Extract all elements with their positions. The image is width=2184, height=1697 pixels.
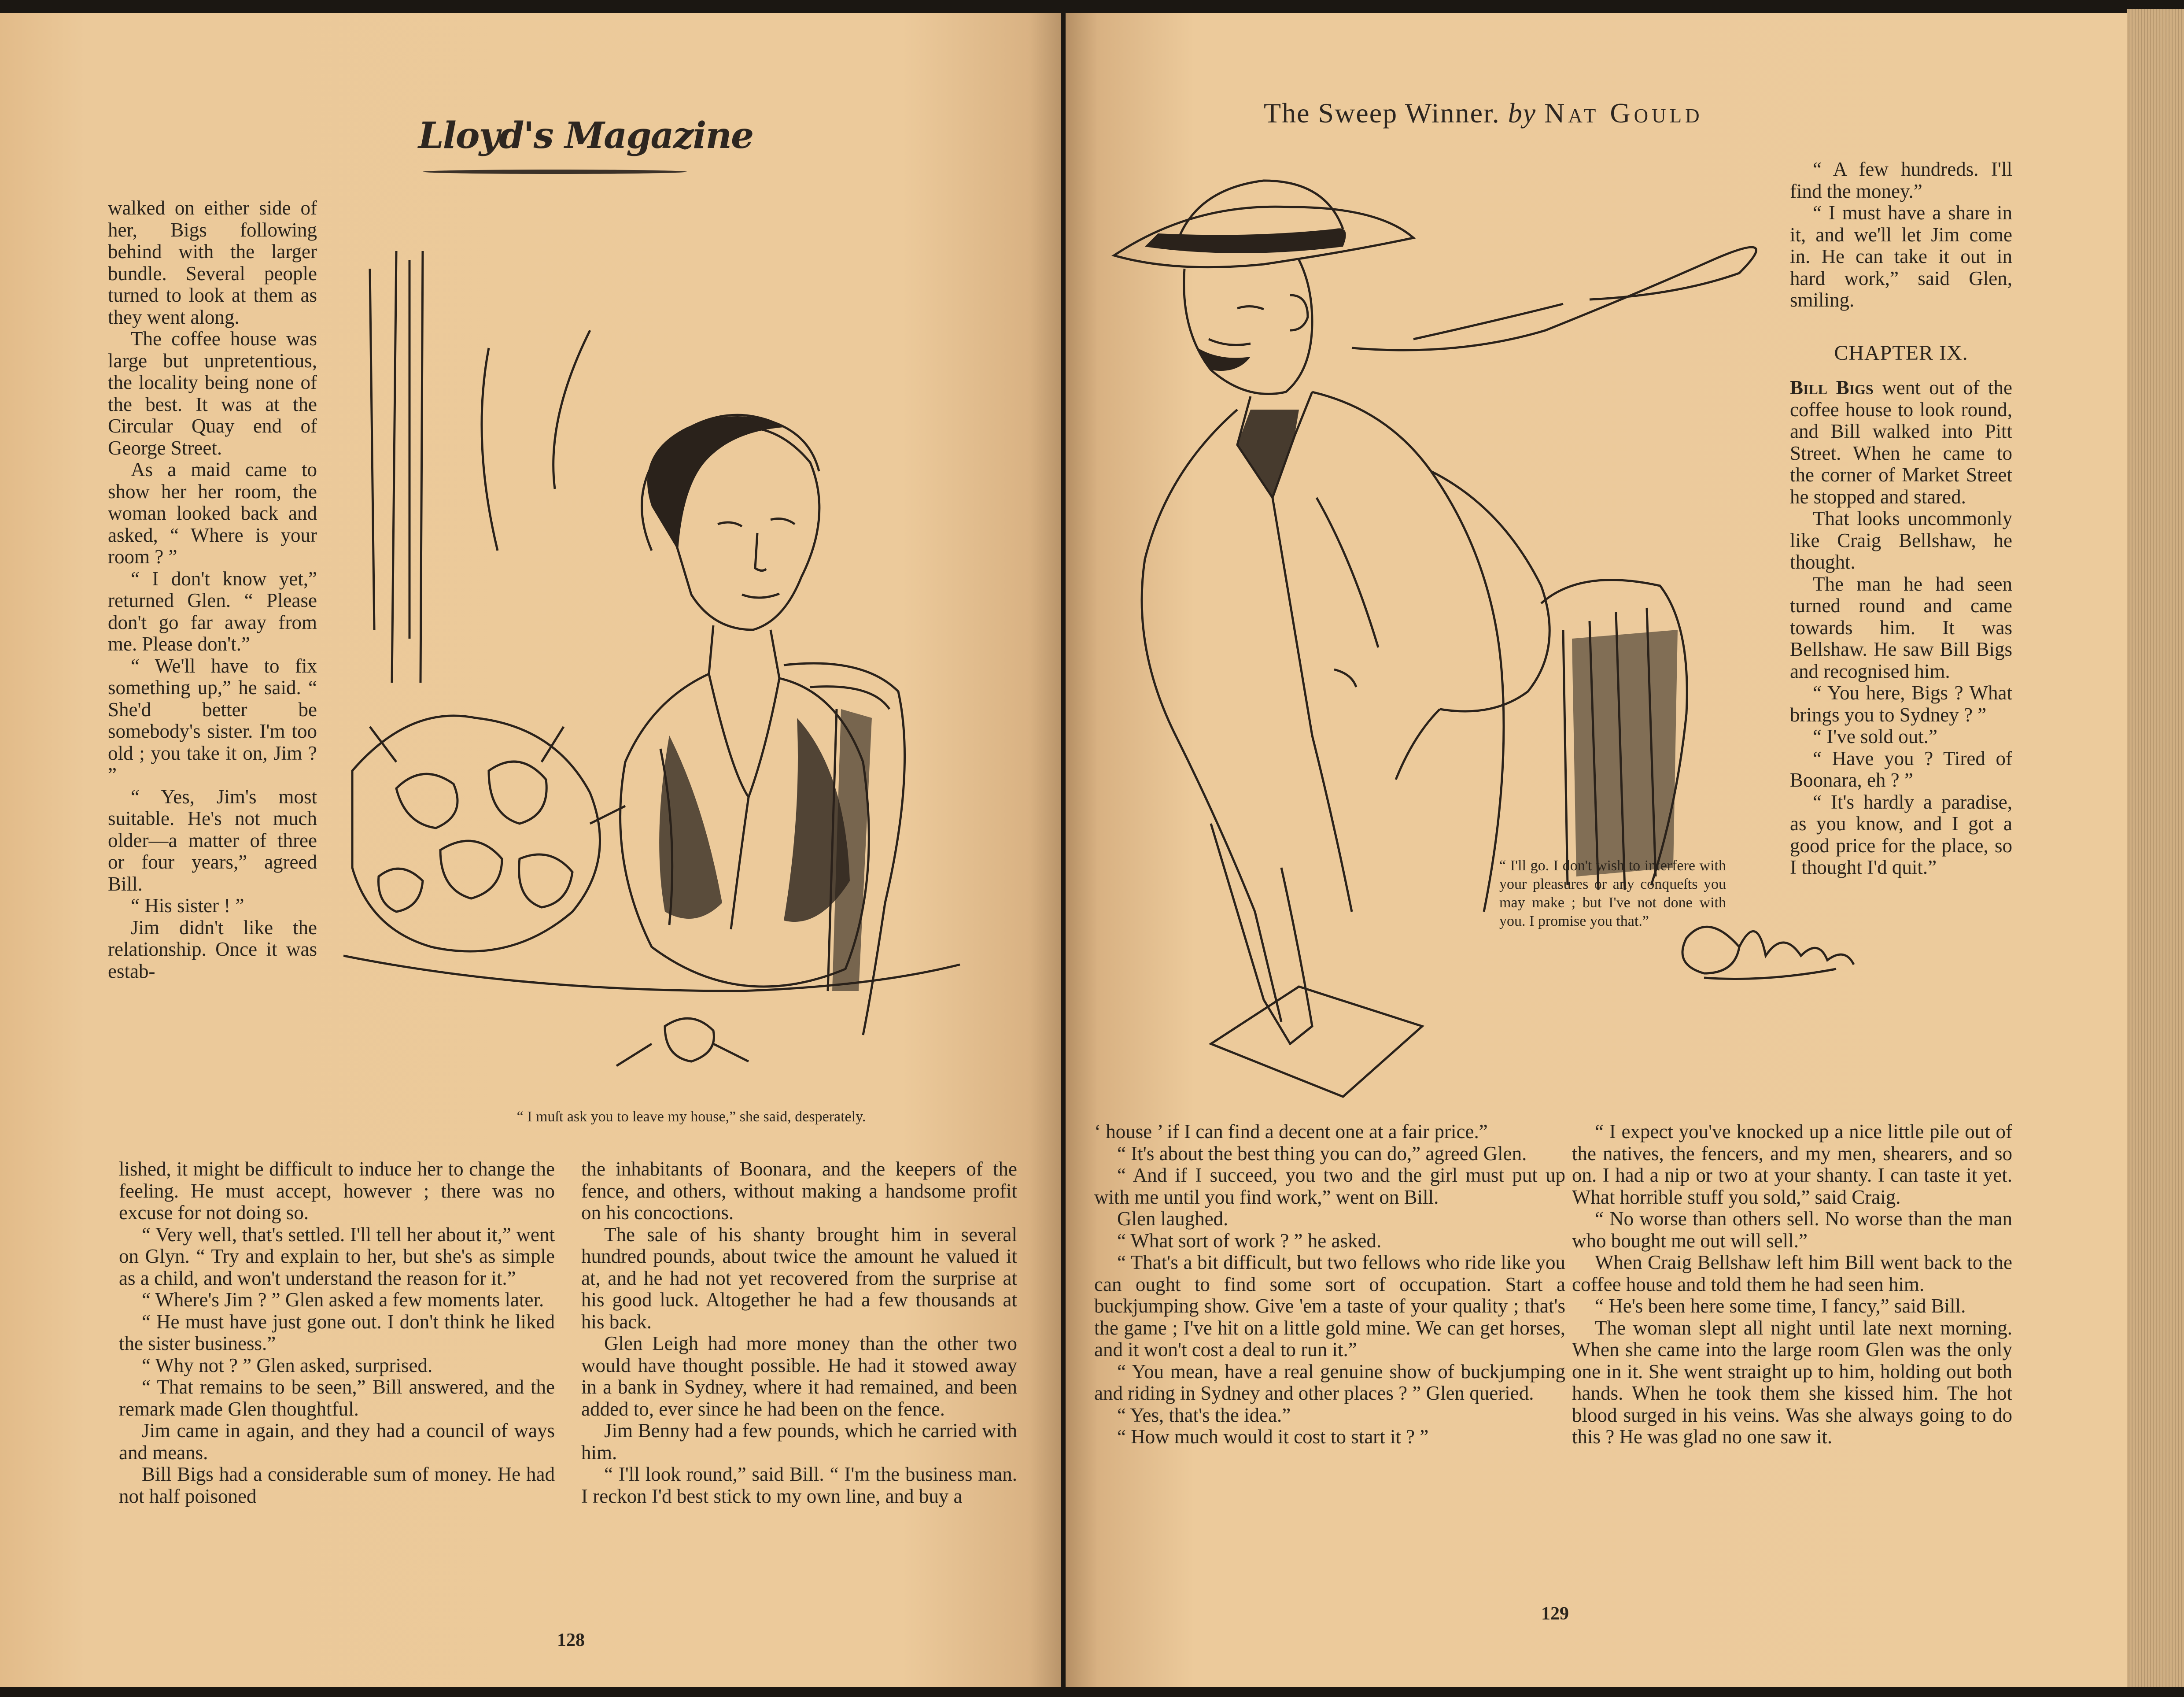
paragraph: That looks uncommonly like Craig Bellshaw, he thought.: [1790, 507, 2012, 573]
paragraph: “ Very well, that's settled. I'll tell her about it,” went on Glyn. “ Try and explain to her, but she's as simple as a child, and won't understand the reason for it.”: [119, 1223, 555, 1289]
paragraph: “ We'll have to fix something up,” he said. “ She'd better be somebody's sister. I'm too old ; you take it on, Jim ? ”: [108, 654, 317, 786]
paragraph: “ Have you ? Tired of Boonara, eh ? ”: [1790, 747, 2012, 791]
illustration-caption: “ I muſt ask you to leave my house,” she said, desperately.: [516, 1109, 866, 1125]
paragraph: “ Where's Jim ? ” Glen asked a few moments later.: [142, 1289, 544, 1311]
paragraph: “ I don't know yet,” returned Glen. “ Please don't go far away from me. Please don't.”: [108, 567, 317, 655]
left-page-column-1: [119, 1158, 555, 1507]
right-page-narrow-column: [1790, 159, 2012, 879]
paragraph: “ It's about the best thing you can do,” agreed Glen.: [1117, 1142, 1527, 1165]
magazine-masthead: Lloyd's Magazine: [418, 115, 753, 157]
paragraph: “ And if I succeed, you two and the girl must put up with me until you find work,” went on Bill.: [1094, 1164, 1565, 1208]
paragraph: “ His sister ! ”: [131, 895, 244, 917]
paragraph: “ Why not ? ” Glen asked, surprised.: [142, 1354, 433, 1376]
illustration-caption: “ I'll go. I don't wish to interfere with your pleasures or any conqueſts you may make ; but I've not done with you. I promise you that.”: [1499, 858, 1726, 929]
paragraph: ‘ house ’ if I can find a decent one at a fair price.”: [1094, 1120, 1488, 1142]
paragraph: walked on either side of her, Bigs following behind with the larger bundle. Several people turned to look at them as they went along.: [108, 197, 317, 328]
paragraph: “ How much would it cost to start it ? ”: [1117, 1426, 1429, 1448]
paragraph: Jim came in again, and they had a council of ways and means.: [119, 1420, 555, 1464]
paragraph: As a maid came to show her her room, the woman looked back and asked, “ Where is your room ? ”: [108, 458, 317, 568]
paragraph: The man he had seen turned round and came towards him. It was Bellshaw. He saw Bill Bigs and recognised him.: [1790, 573, 2012, 682]
paragraph: The woman slept all night until late next morning. When she came into the large room Glen was the only one in it. She went straight up to him, holding out both hands. When he took them she kissed him. The hot blood surged in his veins. Was she always going to do this ? He was glad no one saw it.: [1572, 1316, 2012, 1448]
paragraph: the inhabitants of Boonara, and the keepers of the fence, and others, without making a handsome profit on his concoctions.: [581, 1158, 1017, 1224]
running-head: [1264, 97, 1703, 129]
paragraph: “ You mean, have a real genuine show of buckjumping and riding in Sydney and other places ? ” Glen queried.: [1094, 1360, 1565, 1404]
paragraph: “ He's been here some time, I fancy,” said Bill.: [1595, 1295, 1966, 1317]
paragraph: Jim Benny had a few pounds, which he carried with him.: [581, 1420, 1017, 1464]
right-page: [1066, 13, 2140, 1687]
chapter-heading: CHAPTER IX.: [1834, 341, 1968, 365]
paragraph: “ Yes, that's the idea.”: [1117, 1404, 1291, 1426]
running-head-by: by: [1508, 97, 1537, 129]
chapter-opening-text: went out of the coffee house to look round, and Bill walked into Pitt Street. When he came to the corner of Market Street he stopped and stared.: [1790, 377, 2013, 508]
left-page-narrow-column: [108, 197, 317, 982]
paragraph: Jim didn't like the relationship. Once it was estab-: [108, 916, 317, 982]
paragraph: “ That remains to be seen,” Bill answered, and the remark made Glen thoughtful.: [119, 1376, 555, 1420]
left-page: [0, 13, 1061, 1687]
paragraph: Bill Bigs had a considerable sum of money. He had not half poisoned: [119, 1463, 555, 1507]
paragraph: The coffee house was large but unpretentious, the locality being none of the best. It was at the Circular Quay end of George Street.: [108, 328, 317, 459]
running-head-author: Nat Gould: [1544, 97, 1703, 129]
left-page-column-2: [581, 1158, 1017, 1507]
running-head-title: The Sweep Winner.: [1264, 97, 1500, 129]
paragraph: “ I've sold out.”: [1813, 725, 1938, 747]
masthead-underline: [423, 170, 687, 174]
paragraph: “ That's a bit difficult, but two fellows who ride like you can ought to find some sort of occupation. Start a buckjumping show. Give 'em a taste of your quality ; that's the game ; I've hit on a little gold mine. We can get horses, and it won't cost a deal to run it.”: [1094, 1251, 1565, 1361]
paragraph: “ No worse than others sell. No worse than the man who bought me out will sell.”: [1572, 1208, 2012, 1252]
page-number: 128: [557, 1630, 585, 1650]
paragraph: “ What sort of work ? ” he asked.: [1117, 1229, 1382, 1252]
right-page-column-2: [1572, 1121, 2012, 1448]
page-edges: [2127, 9, 2184, 1687]
paragraph: “ I expect you've knocked up a nice little pile out of the natives, the fencers, and my men, shearers, and so on. I had a nip or two at your shanty. I can taste it yet. What horrible stuff you sold,” said Craig.: [1572, 1120, 2012, 1208]
woman-with-roses-illustration: [343, 242, 1013, 1101]
paragraph: “ I must have a share in it, and we'll let Jim come in. He can take it out in hard work,” said Glen, smiling.: [1790, 202, 2012, 311]
paragraph: “ You here, Bigs ? What brings you to Sydney ? ”: [1790, 682, 2012, 726]
paragraph: The sale of his shanty brought him in several hundred pounds, about twice the amount he valued it at, and he had not yet recovered from the surprise at his good luck. Altogether he had a few thousands at his back.: [581, 1223, 1017, 1333]
paragraph: “ Yes, Jim's most suitable. He's not much older—a matter of three or four years,” agreed Bill.: [108, 785, 317, 895]
page-number: 129: [1541, 1604, 1569, 1624]
chapter-lead-words: Bill Bigs: [1790, 377, 1874, 399]
paragraph: “ It's hardly a paradise, as you know, and I got a good price for the place, so I thought I'd quit.”: [1790, 791, 2012, 878]
paragraph: “ He must have just gone out. I don't think he liked the sister business.”: [119, 1310, 555, 1354]
paragraph: Glen laughed.: [1117, 1208, 1228, 1230]
paragraph: “ A few hundreds. I'll find the money.”: [1790, 158, 2012, 202]
paragraph: When Craig Bellshaw left him Bill went back to the coffee house and told them he had seen him.: [1572, 1251, 2012, 1295]
right-page-column-1: [1094, 1121, 1565, 1448]
chapter-opening-paragraph: [1790, 377, 2012, 508]
paragraph: lished, it might be difficult to induce her to change the feeling. He must accept, however ; there was no excuse for not doing so.: [119, 1158, 555, 1224]
paragraph: Glen Leigh had more money than the other two would have thought possible. He had it stowed away in a bank in Sydney, where it had remained, and been added to, ever since he had been on the fence.: [581, 1332, 1017, 1420]
paragraph: “ I'll look round,” said Bill. “ I'm the business man. I reckon I'd best stick to my own line, and buy a: [581, 1463, 1017, 1507]
